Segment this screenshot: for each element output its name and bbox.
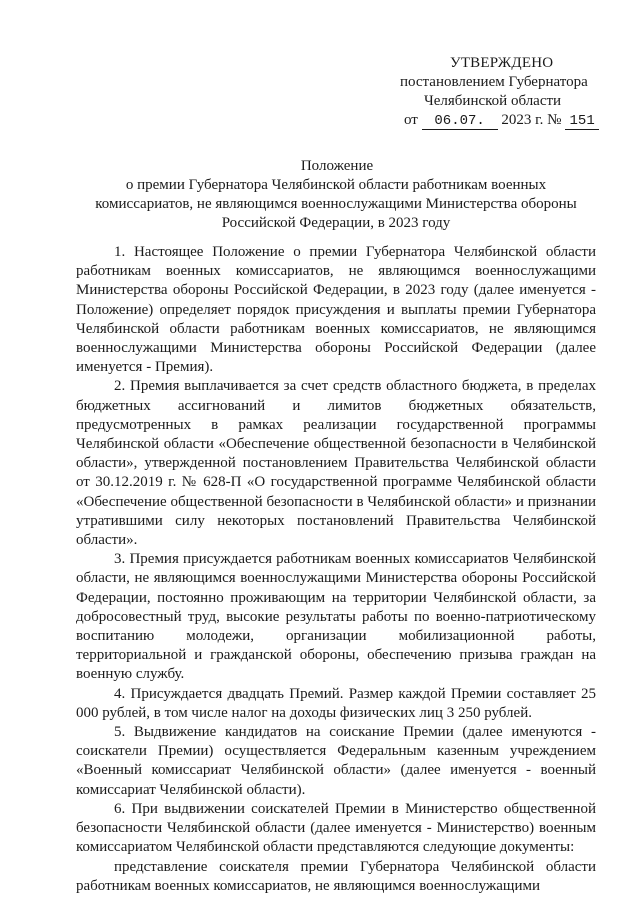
approval-resolution-line: постановлением Губернатора — [400, 74, 588, 90]
approval-date: 06.07. — [422, 114, 498, 130]
number-sign: № — [547, 112, 562, 128]
paragraph-2: 2. Премия выплачивается за счет средств областного бюджета, в пределах бюджетных ассигнований и лимитов бюджетных обязательств, предусмотренных в рамках реализации государственной программы Челябинской области «Обеспечение общественной безопасности в Челябинской области», утвержденной постановлением Правительства Челябинской области от 30.12.2019 г. № 628-П «О государственной программе Челябинской области «Обеспечение общественной безопасности в Челябинской области» и признании утратившими силу некоторых постановлений Правительства Челябинской области». — [76, 378, 596, 549]
paragraph-7: представление соискателя премии Губернатора Челябинской области работникам военных комиссариатов, не являющимся военнослужащими — [76, 858, 596, 894]
date-prefix: от — [404, 112, 418, 128]
paragraph-1: 1. Настоящее Положение о премии Губернатора Челябинской области работникам военных комиссариатов, не являющимся военнослужащими Министерства обороны Российской Федерации, в 2023 году (далее именуется - Положение) определяет порядок присуждения и выплаты премии Губернатора Челябинской области работникам военных комиссариатов, не являющимся военнослужащими Министерства обороны Российской Федерации (далее именуется - Премия). — [76, 244, 596, 376]
title-main: Положение — [300, 158, 374, 174]
approval-year: 2023 г. — [501, 112, 544, 128]
paragraph-6: 6. При выдвижении соискателей Премии в Министерство общественной безопасности Челябинской области (далее именуется - Министерство) военным комиссариатом Челябинской области представляются следующие документы: — [76, 800, 596, 856]
approval-stamp — [392, 54, 632, 130]
paragraph-4: 4. Присуждается двадцать Премий. Размер каждой Премии составляет 25 000 рублей, в том числе налог на доходы физических лиц 3 250 рублей. — [76, 685, 596, 721]
document-title — [76, 157, 596, 233]
approval-region-line: Челябинской области — [424, 93, 562, 109]
approval-title: УТВЕРЖДЕНО — [450, 55, 554, 71]
approval-date-number-line — [404, 111, 632, 130]
document-body — [76, 243, 596, 896]
title-subtitle: о премии Губернатора Челябинской области работникам военных комиссариатов, не являющимся военнослужащими Министерства обороны Российской Федерации, в 2023 году — [95, 177, 577, 231]
paragraph-5: 5. Выдвижение кандидатов на соискание Премии (далее именуются - соискатели Премии) осуществляется Федеральным казенным учреждением «Военный комиссариат Челябинской области» (далее именуется - военный комиссариат Челябинской области). — [76, 724, 596, 798]
paragraph-3: 3. Премия присуждается работникам военных комиссариатов Челябинской области, не являющимся военнослужащими Министерства обороны Российской Федерации, постоянно проживающим на территории Челябинской области, за добросовестный труд, высокие результаты работы по военно-патриотическому воспитанию молодежи, организации мобилизационной работы, территориальной и гражданской обороны, обеспечению призыва граждан на военную службу. — [76, 551, 596, 683]
approval-number: 151 — [565, 114, 599, 130]
